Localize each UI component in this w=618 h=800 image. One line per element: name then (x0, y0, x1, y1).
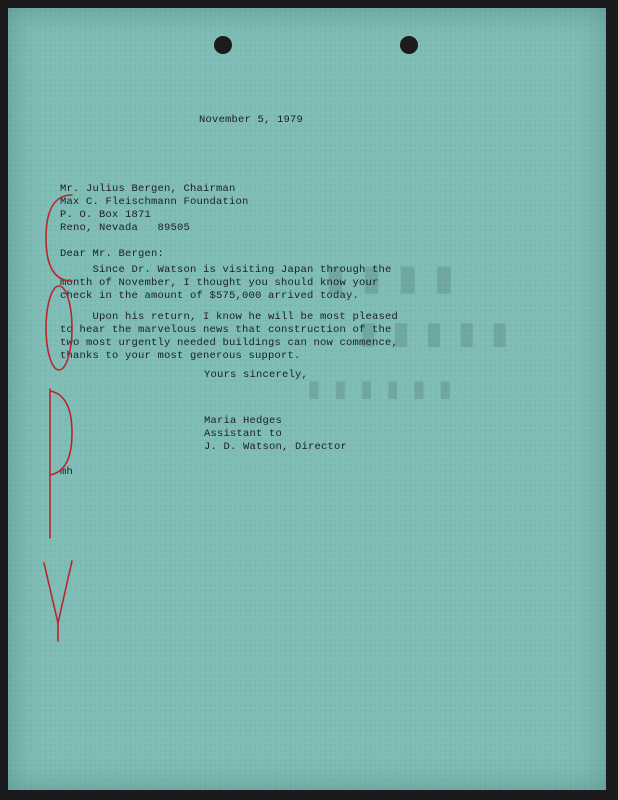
show-through-mark: ▮ ▮ ▮ ▮ (326, 259, 458, 297)
body-line: two most urgently needed buildings can now commence, (60, 337, 399, 349)
body-line: check in the amount of $575,000 arrived today. (60, 290, 360, 302)
body-line: to hear the marvelous news that construction of the (60, 324, 392, 336)
recipient-line: P. O. Box 1871 (60, 209, 152, 221)
letter-page (8, 8, 606, 790)
body-line: Since Dr. Watson is visiting Japan through the (60, 264, 392, 276)
signature-line: Maria Hedges (204, 415, 283, 427)
body-line: month of November, I thought you should know your (60, 277, 379, 289)
body-line: thanks to your most generous support. (60, 350, 301, 362)
copy-stamp (42, 193, 82, 653)
recipient-line: Mr. Julius Bergen, Chairman (60, 183, 236, 195)
show-through-mark: ▮ ▮ ▮ ▮ ▮ (360, 317, 512, 350)
body-line: Upon his return, I know he will be most pleased (60, 311, 399, 323)
signature-line: Assistant to (204, 428, 283, 440)
closing: Yours sincerely, (204, 369, 309, 381)
show-through-mark: ▮ ▮ ▮ ▮ ▮ ▮ (308, 376, 456, 401)
copy-stamp-graphic (42, 193, 82, 653)
typist-initials: mh (60, 466, 74, 478)
salutation: Dear Mr. Bergen: (60, 248, 165, 260)
recipient-line: Reno, Nevada 89505 (60, 222, 191, 234)
letter-date: November 5, 1979 (199, 114, 304, 126)
signature-line: J. D. Watson, Director (204, 441, 348, 453)
punch-hole-right (400, 36, 418, 54)
punch-hole-left (214, 36, 232, 54)
recipient-line: Max C. Fleischmann Foundation (60, 196, 249, 208)
